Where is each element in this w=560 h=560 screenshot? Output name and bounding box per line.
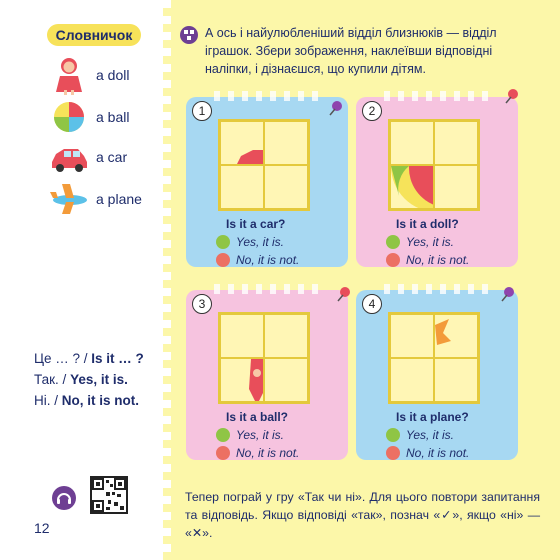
headphones-icon[interactable] [52,486,76,510]
sticker-cell[interactable] [220,314,264,358]
sticker-cell[interactable] [434,358,478,402]
sticker-cell[interactable] [390,165,434,209]
green-dot-icon[interactable] [216,428,230,442]
sticker-cell[interactable] [264,165,308,209]
answer-no[interactable]: No, it is not. [386,253,469,267]
vocab-word: a ball [96,109,130,125]
red-dot-icon[interactable] [386,446,400,460]
phrase-question: Це … ? / Is it … ? [34,351,144,366]
sticker-cell[interactable] [220,165,264,209]
card-number: 2 [362,101,382,121]
abc-blocks-icon [180,26,198,44]
card-question: Is it a doll? [396,217,459,231]
answer-no[interactable]: No, it is not. [386,446,469,460]
answer-no[interactable]: No, it is not. [216,446,299,460]
left-column [0,0,163,560]
card-1 [186,97,348,267]
sticker-cell[interactable] [390,358,434,402]
green-dot-icon[interactable] [386,428,400,442]
sticker-cell[interactable] [264,314,308,358]
vocab-item-plane [48,180,142,218]
vocab-item-doll [48,56,129,94]
sticker-grid[interactable] [388,312,480,404]
card-number: 4 [362,294,382,314]
answer-no[interactable]: No, it is not. [216,253,299,267]
card-number: 3 [192,294,212,314]
sticker-cell[interactable] [434,165,478,209]
plane-icon [48,180,90,218]
card-number: 1 [192,101,212,121]
game-instruction: Тепер пограй у гру «Так чи ні». Для цього повтори запитання та відповідь. Якщо відповіді «так», познач «✓», якщо «ні» — «✕». [185,490,540,540]
notebook-tabs [206,284,326,294]
pushpin-icon [500,286,516,302]
sticker-cell[interactable] [264,121,308,165]
card-2 [356,97,518,267]
card-3 [186,290,348,460]
page-number: 12 [34,520,50,536]
vocab-word: a doll [96,67,130,83]
sticker-grid[interactable] [218,312,310,404]
red-dot-icon[interactable] [216,253,230,267]
answer-yes[interactable]: Yes, it is. [386,235,454,249]
card-question: Is it a ball? [226,410,289,424]
card-question: Is it a plane? [396,410,469,424]
sticker-cell[interactable] [220,358,264,402]
green-dot-icon[interactable] [386,235,400,249]
notebook-tabs [376,91,496,101]
qr-code-icon[interactable] [90,476,128,514]
doll-icon [48,56,90,94]
vocab-word: a car [96,149,128,165]
pushpin-icon [328,100,344,116]
sticker-cell[interactable] [264,358,308,402]
task-instruction: А ось і найулюбленіший відділ близнюків — відділ іграшок. Збери зображення, наклеївши відповідні наліпки, і дізнаєшся, що купили дітям. [205,26,497,76]
answer-yes[interactable]: Yes, it is. [216,235,284,249]
vocab-word: a plane [96,191,142,207]
phrase-yes: Так. / Yes, it is. [34,372,128,387]
pushpin-icon [336,286,352,302]
vocabulary-title: Словничок [47,24,141,46]
pushpin-icon [504,88,520,104]
vocab-item-car [48,138,127,176]
answer-yes[interactable]: Yes, it is. [386,428,454,442]
notebook-tabs [376,284,496,294]
red-dot-icon[interactable] [216,446,230,460]
car-icon [48,138,90,176]
phrase-list [34,348,144,411]
sticker-cell[interactable] [434,314,478,358]
card-question: Is it a car? [226,217,286,231]
sticker-grid[interactable] [218,119,310,211]
exercise-panel [163,0,560,560]
notebook-tabs [206,91,326,101]
answer-yes[interactable]: Yes, it is. [216,428,284,442]
red-dot-icon[interactable] [386,253,400,267]
sticker-cell[interactable] [434,121,478,165]
card-4 [356,290,518,460]
sticker-grid[interactable] [388,119,480,211]
phrase-no: Ні. / No, it is not. [34,393,140,408]
sticker-cell[interactable] [390,314,434,358]
ball-icon [48,98,90,136]
sticker-cell[interactable] [390,121,434,165]
vocab-item-ball [48,98,129,136]
green-dot-icon[interactable] [216,235,230,249]
sticker-cell[interactable] [220,121,264,165]
